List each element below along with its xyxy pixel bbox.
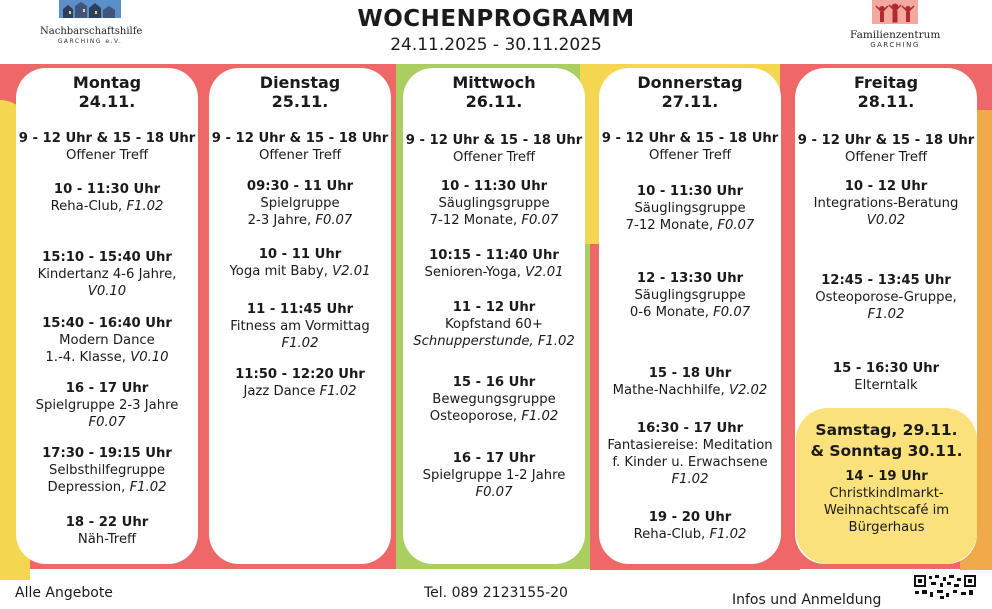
event-room: F1.02 [129,480,167,495]
qr-code-icon [913,574,977,600]
event-time: 16:30 - 17 Uhr [636,421,744,436]
event [403,247,585,281]
logo-right-name: Familienzentrum [850,29,941,41]
weekend-box [796,408,977,564]
event [16,445,198,496]
footer-phone: Tel. 089 2123155-20 [424,585,568,601]
event-room: F0.07 [521,213,559,228]
event-room: F1.02 [671,472,709,487]
event-room: F0.07 [713,305,751,320]
event-time: 15 - 16 Uhr [452,375,536,390]
event-line: Osteoporose, [429,409,518,424]
event-time: 15 - 18 Uhr [648,366,732,381]
event-line: Christkindlmarkt- [829,486,944,501]
event [16,181,198,215]
event-line: Depression, [47,480,126,495]
event-line: Offener Treff [452,150,536,165]
event [599,509,781,543]
event-room: F1.02 [126,199,164,214]
event [403,450,585,501]
event [16,130,198,164]
event-time: 16 - 17 Uhr [452,451,536,466]
event-line: Jazz Dance [243,384,316,399]
event [16,315,198,366]
event-room: V2.02 [728,383,768,398]
day-name: Donnerstag [637,73,743,92]
event [403,299,585,350]
event-time: 9 - 12 Uhr & 15 - 18 Uhr [211,131,389,146]
family-icon [872,0,918,24]
event-room: V0.10 [87,284,127,299]
event-time: 15 - 16:30 Uhr [832,361,940,376]
event-time: 11 - 12 Uhr [452,300,536,315]
event-line: Säuglingsgruppe [634,201,746,216]
event-time: 10 - 11:30 Uhr [53,182,161,197]
event-time: 15:10 - 15:40 Uhr [42,250,172,265]
date-range: 24.11.2025 - 30.11.2025 [390,35,602,55]
day-date: 25.11. [271,92,329,111]
event-room: F0.07 [717,218,755,233]
event-line: Kindertanz 4-6 Jahre, [37,267,177,282]
event-line: Säuglingsgruppe [634,288,746,303]
event [209,178,391,229]
event-line: 7-12 Monate, [625,218,714,233]
event-room: V2.01 [332,264,371,279]
event-line: Bürgerhaus [848,520,925,535]
event-line: f. Kinder u. Erwachsene [612,455,768,470]
event-room: F1.02 [521,409,559,424]
event-line: 2-3 Jahre, [247,213,312,228]
event [403,178,585,229]
event-time: 9 - 12 Uhr & 15 - 18 Uhr [405,133,583,148]
event-line: 1.-4. Klasse, [45,350,126,365]
event [795,360,977,394]
day-name: Mittwoch [452,73,536,92]
event-line: Mathe-Nachhilfe, [612,383,725,398]
event [16,249,198,300]
event-line: Kopfstand 60+ [445,317,543,332]
event [599,130,781,164]
event-room: V0.02 [866,213,906,228]
footer-all-offers: Alle Angebote [15,585,113,601]
event-line: Reha-Club, [633,527,706,542]
day-column-donnerstag [599,68,781,564]
event-room: V0.10 [130,350,169,365]
event-line: Osteoporose-Gruppe, [815,290,957,305]
event-room: F1.02 [867,307,905,322]
event-line: Spielgruppe 2-3 Jahre [35,398,179,413]
day-column-mittwoch [403,68,585,564]
event-line: 7-12 Monate, [429,213,518,228]
event-time: 9 - 12 Uhr & 15 - 18 Uhr [18,131,196,146]
event [795,132,977,166]
day-name: Dienstag [259,73,341,92]
event-time: 19 - 20 Uhr [648,510,732,525]
event [209,246,391,280]
weekend-title-line2: & Sonntag 30.11. [810,442,963,460]
event-room: F0.07 [475,485,513,500]
event [403,132,585,166]
event [16,380,198,431]
event [795,178,977,229]
event [209,301,391,352]
event-line: Offener Treff [258,148,342,163]
event-line: Säuglingsgruppe [438,196,550,211]
event-line: Spielgruppe 1-2 Jahre [422,468,566,483]
event-time: 12 - 13:30 Uhr [636,271,744,286]
event-room: F0.07 [315,213,353,228]
event-time: 17:30 - 19:15 Uhr [42,446,172,461]
event-room: F0.07 [88,415,126,430]
event-time: 11:50 - 12:20 Uhr [235,367,365,382]
event-time: 18 - 22 Uhr [65,515,149,530]
event-line: Offener Treff [844,150,928,165]
day-name: Montag [72,73,142,92]
event-line: Fantasiereise: Meditation [607,438,773,453]
event-line: Bewegungsgruppe [432,392,556,407]
event-room: F1.02 [319,384,357,399]
event-line: Offener Treff [648,148,732,163]
event-time: 10 - 11:30 Uhr [636,184,744,199]
event-line: Integrations-Beratung [813,196,959,211]
event-line: Fitness am Vormittag [230,319,370,334]
day-date: 28.11. [857,92,915,111]
event-line: Elterntalk [854,378,918,393]
event [599,420,781,488]
event-time: 14 - 19 Uhr [845,469,928,484]
event-room: V2.01 [525,265,564,280]
event-time: 09:30 - 11 Uhr [246,179,354,194]
event [795,272,977,323]
event-time: 15:40 - 16:40 Uhr [42,316,172,331]
day-column-dienstag [209,68,391,564]
event [209,366,391,400]
event-line: Selbsthilfegruppe [48,463,165,478]
event-line: Spielgruppe [260,196,340,211]
event-time: 9 - 12 Uhr & 15 - 18 Uhr [797,133,975,148]
event-line: Näh-Treff [77,532,137,547]
event [599,183,781,234]
event-line: Modern Dance [59,333,155,348]
event-room: F1.02 [709,527,747,542]
event-line: Yoga mit Baby, [229,264,328,279]
event-line: Senioren-Yoga, [424,265,521,280]
day-name: Freitag [853,73,919,92]
day-column-montag [16,68,198,564]
event-room: Schnupperstunde, F1.02 [413,334,575,349]
day-date: 26.11. [465,92,523,111]
logo-right-sub: GARCHING [870,41,920,49]
event-line: 0-6 Monate, [629,305,709,320]
weekend-title-line1: Samstag, 29.11. [815,421,958,439]
event-line: Reha-Club, [50,199,123,214]
event-time: 10 - 12 Uhr [844,179,928,194]
event-line: Offener Treff [65,148,149,163]
page-title: WOCHENPROGRAMM [357,6,635,32]
event [209,130,391,164]
day-date: 27.11. [661,92,719,111]
event [599,365,781,399]
event-time: 11 - 11:45 Uhr [246,302,354,317]
logo-familienzentrum [850,0,940,55]
event-time: 10 - 11:30 Uhr [440,179,548,194]
event-time: 10 - 11 Uhr [258,247,342,262]
event-time: 16 - 17 Uhr [65,381,149,396]
day-date: 24.11. [78,92,136,111]
event-time: 9 - 12 Uhr & 15 - 18 Uhr [601,131,779,146]
logo-left-name: Nachbarschaftshilfe [40,26,143,37]
event [16,514,198,548]
weekend-event [796,468,977,536]
event-time: 10:15 - 11:40 Uhr [429,248,559,263]
event [403,374,585,425]
event [599,270,781,321]
event-line: Weihnachtscafé im [823,503,950,518]
event-room: F1.02 [281,336,319,351]
logo-left-sub: GARCHING e.V. [57,38,123,45]
footer-info: Infos und Anmeldung [732,592,882,608]
event-time: 12:45 - 13:45 Uhr [821,273,951,288]
